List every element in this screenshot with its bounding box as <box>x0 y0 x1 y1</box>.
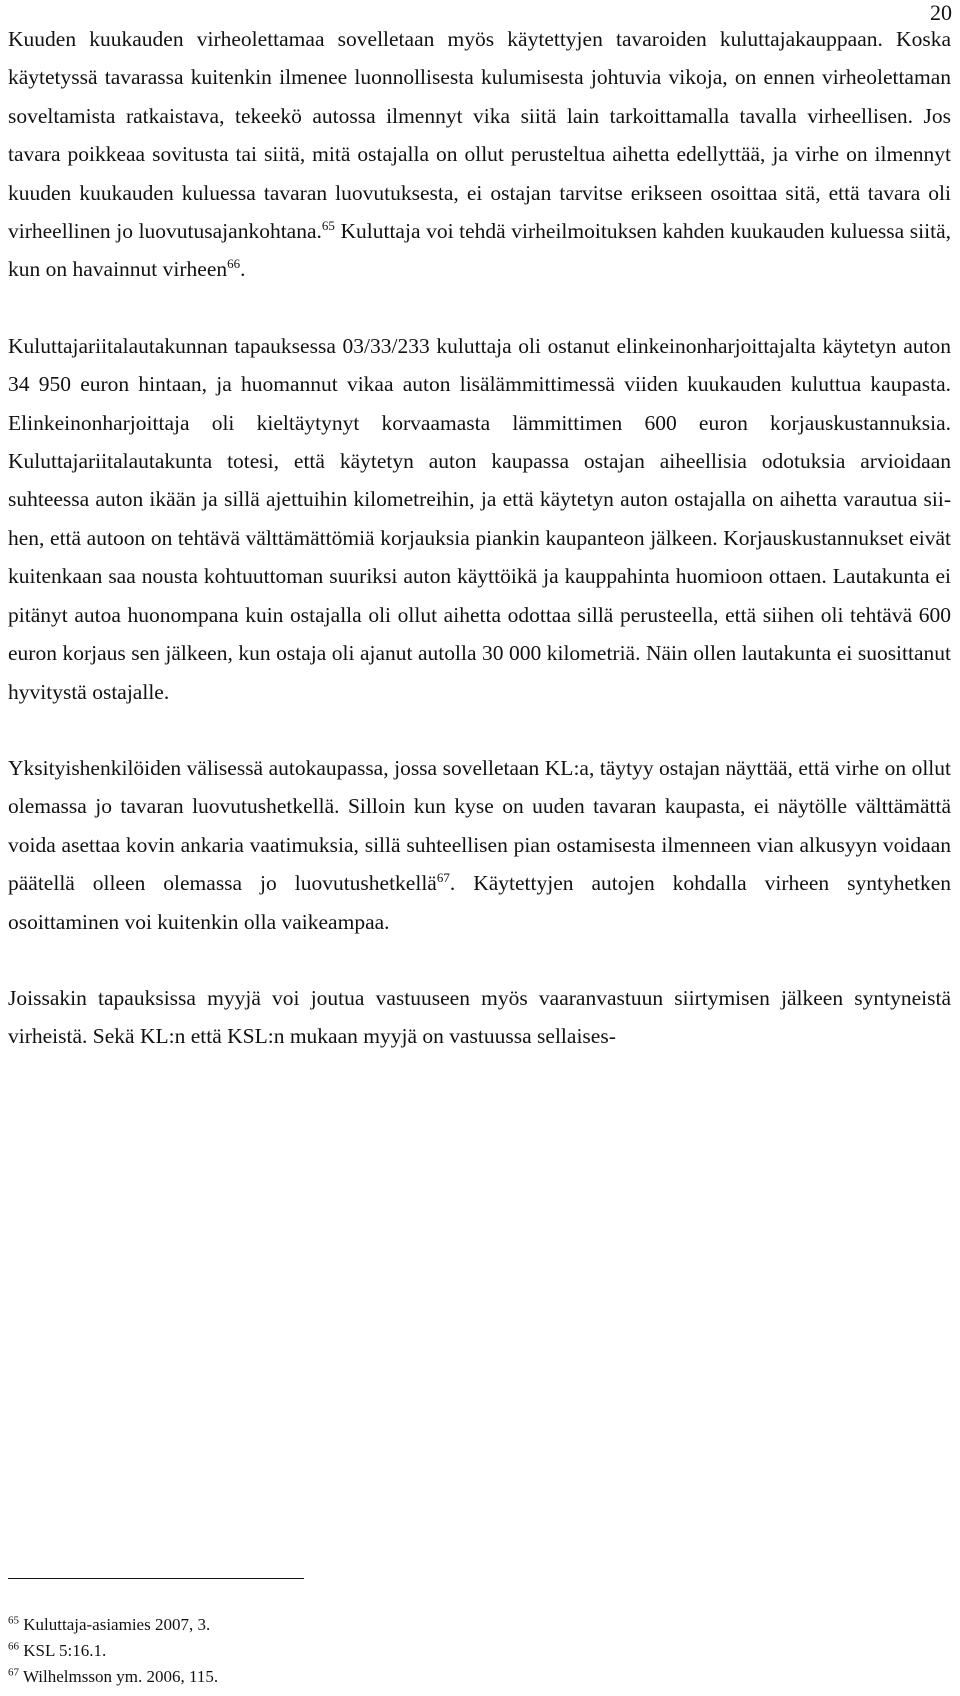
footnote-67 <box>8 1664 218 1690</box>
footnote-text: Wilhelmsson ym. 2006, 115. <box>19 1667 219 1686</box>
paragraph-2 <box>8 327 951 711</box>
footnote-ref-65[interactable]: 65 <box>321 217 335 233</box>
footnote-number: 66 <box>8 1640 19 1653</box>
paragraph-text: . Käytettyjen autojen kohdalla virheen syntyhetken osoittaminen voi kuitenkin olla vaikeampaa. <box>8 871 951 934</box>
footnote-65 <box>8 1612 218 1638</box>
paragraph-4 <box>8 979 951 1056</box>
paragraph-1 <box>8 20 951 289</box>
footnote-ref-67[interactable]: 67 <box>436 869 450 885</box>
footnote-ref-66[interactable]: 66 <box>227 256 241 272</box>
footnote-66 <box>8 1638 218 1664</box>
paragraph-text: Kuluttaja voi tehdä virheilmoituksen kahden kuukauden kuluessa siitä, kun on havainnut virheen <box>8 219 951 282</box>
paragraph-text: Joissakin tapauksissa myyjä voi joutua vastuuseen myös vaaranvastuun siirtymisen jälkeen syntyneistä virheistä. Sekä KL:n että KSL:n mukaan myyjä on vastuussa sellaises- <box>8 985 951 1049</box>
footnote-separator <box>8 1578 304 1579</box>
footnote-number: 65 <box>8 1614 19 1627</box>
footnote-number: 67 <box>8 1666 19 1679</box>
paragraph-text: Yksityishenkilöiden välisessä autokaupassa, jossa sovelletaan KL:a, täytyy ostajan näyttää, että virhe on ollut olemassa jo tavaran luovutushetkellä. Silloin kun kyse on uuden tavaran kaupasta, ei näytölle välttämättä voida asettaa kovin ankaria vaatimuksia, sillä suhteellisen pian ostamisesta ilmenneen vian alkusyyn voidaan päätellä olleen olemassa jo luovutushetkellä <box>8 755 951 896</box>
body-text <box>8 20 951 1094</box>
paragraph-text: Kuluttajariitalautakunnan tapauksessa 03/33/233 kuluttaja oli ostanut elinkeinonharjoittajalta käytetyn auton 34 950 euron hintaan, ja huomannut vikaa auton lisälämmittimessä viiden kuukauden kuluttua kaupasta. Elinkeinonharjoittaja oli kieltäytynyt korvaamasta lämmittimen 600 euron korjauskustannuksia. Kuluttajariitalautakunta totesi, että käytetyn auton kaupassa ostajan aiheellisia odotuksia arvioidaan suhteessa auton ikään ja sillä ajettuihin kilometreihin, ja että käytetyn auton ostajalla on aihetta varautua siihen, että autoon on tehtävä välttämättömiä korjauksia piankin kaupanteon jälkeen. Korjauskustannukset eivät kuitenkaan saa nousta kohtuuttoman suuriksi auton käyttöikä ja kauppahinta huomioon ottaen. Lautakunta ei pitänyt autoa huonompana kuin ostajalla oli ollut aihetta odottaa sillä perusteella, että siihen oli tehtävä 600 euron korjaus sen jälkeen, kun ostaja oli ajanut autolla 30 000 kilometriä. Näin ollen lautakunta ei suosittanut hyvitystä ostajalle. <box>8 333 951 704</box>
paragraph-text: Kuuden kuukauden virheolettamaa sovelletaan myös käytettyjen tavaroiden kuluttajakauppaan. Koska käytetyssä tavarassa kuitenkin ilmenee luonnollisesta kulumisesta johtuvia vikoja, on ennen virheolettaman soveltamista ratkaistava, tekeekö autossa ilmennyt vika siitä lain tarkoittamalla tavalla virheellisen. Jos tavara poikkeaa sovitusta tai siitä, mitä ostajalla on ollut perusteltua aihetta edellyttää, ja virhe on ilmennyt kuuden kuukauden kuluessa tavaran luovutuksesta, ei ostajan tarvitse erikseen osoittaa sitä, että tavara oli virheellinen jo luovutusajankohtana. <box>8 27 951 244</box>
footnote-text: Kuluttaja-asiamies 2007, 3. <box>19 1615 211 1634</box>
page-number: 20 <box>930 0 952 25</box>
paragraph-text: . <box>240 257 246 282</box>
footnote-text: KSL 5:16.1. <box>19 1641 107 1660</box>
footnotes <box>8 1612 218 1690</box>
paragraph-3 <box>8 749 951 941</box>
